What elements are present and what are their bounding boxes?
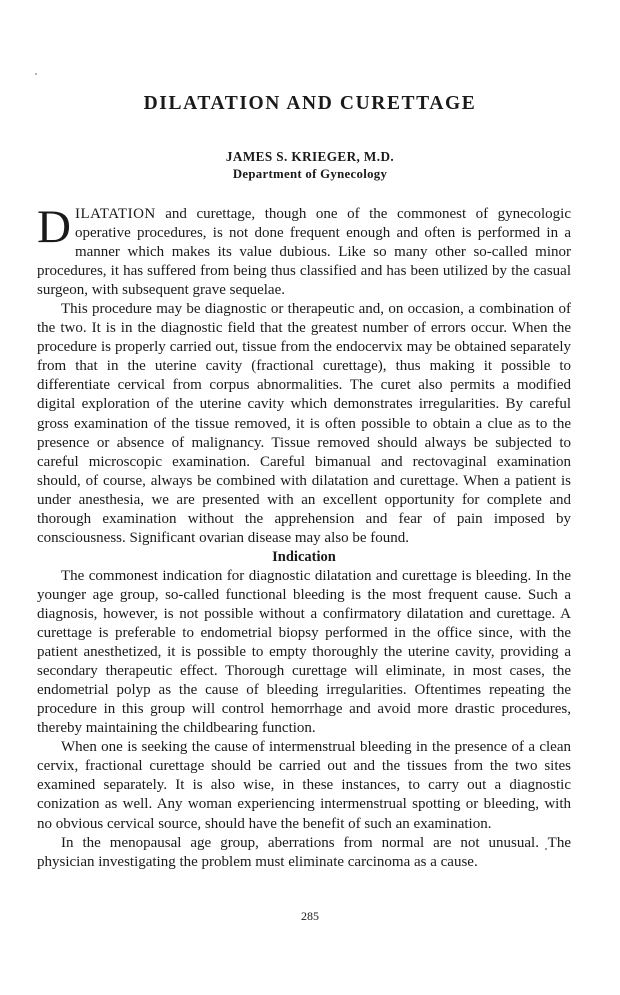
intro-text: and curettage, though one of the commonest of gynecologic operative procedures, is not done frequent enough and often is performed in a manner which makes its value dubious. Like so many other so-called minor procedures, it has suffered from being thus classified and has been utilized by the casual surgeon, with subsequent grave sequelae. (37, 206, 571, 299)
body-paragraph: In the menopausal age group, aberrations from normal are not unusual. The physician investigating the problem must eliminate carcinoma as a cause. (37, 834, 571, 870)
intro-paragraph (37, 201, 571, 300)
section-heading: Indication (272, 548, 336, 565)
article-body (37, 201, 571, 872)
author-department: Department of Gynecology (232, 167, 388, 181)
page-number: 285 (301, 909, 319, 923)
body-paragraph: This procedure may be diagnostic or therapeutic and, on occasion, a combination of the two. It is in the diagnostic field that the greatest number of errors occur. When the procedure is properly carried out, tissue from the endocervix may be obtained separately from that in the uterine cavity (fractional curettage), thus making it possible to differentiate cervical from corpus abnormalities. The curet also permits a modified digital exploration of the uterine cavity which demonstrates irregularities. By careful gross examination of the tissue removed, it is often possible to obtain a clue as to the presence or absence of malignancy. Tissue removed should always be subjected to careful microscopic examination. Careful bimanual and rectovaginal examination should, of course, always be combined with dilatation and curettage. When a patient is under anesthesia, we are presented with an excellent opportunity for complete and thorough examination without the apprehension and fear of pain imposed by consciousness. Significant ovarian disease may also be found. (37, 301, 571, 546)
author-name: JAMES S. KRIEGER, M.D. (225, 149, 395, 164)
drop-cap: D (37, 201, 71, 253)
lead-word: ILATATION (74, 206, 156, 222)
body-paragraph: When one is seeking the cause of intermenstrual bleeding in the presence of a clean cervix, fractional curettage should be carried out and the tissues from the two sites examined separately. It is also wise, in these instances, to carry out a diagnostic conization as well. Any woman experiencing intermenstrual spotting or bleeding, with no obvious cervical source, should have the benefit of such an examination. (37, 739, 571, 832)
body-paragraph: The commonest indication for diagnostic dilatation and curettage is bleeding. In the younger age group, so-called functional bleeding is the most frequent cause. Such a diagnosis, however, is not possible without a confirmatory dilatation and curettage. A curettage is preferable to endometrial biopsy performed in the office since, with the patient anesthetized, it is possible to empty thoroughly the uterine cavity, providing a secondary therapeutic effect. Thorough curettage will eliminate, in most cases, the endometrial polyp as the cause of bleeding irregularities. Oftentimes repeating the procedure in this group will control hemorrhage and avoid more drastic procedures, thereby maintaining the childbearing function. (37, 567, 571, 737)
article-title: DILATATION AND CURETTAGE (143, 93, 477, 114)
scan-speck (35, 73, 37, 75)
